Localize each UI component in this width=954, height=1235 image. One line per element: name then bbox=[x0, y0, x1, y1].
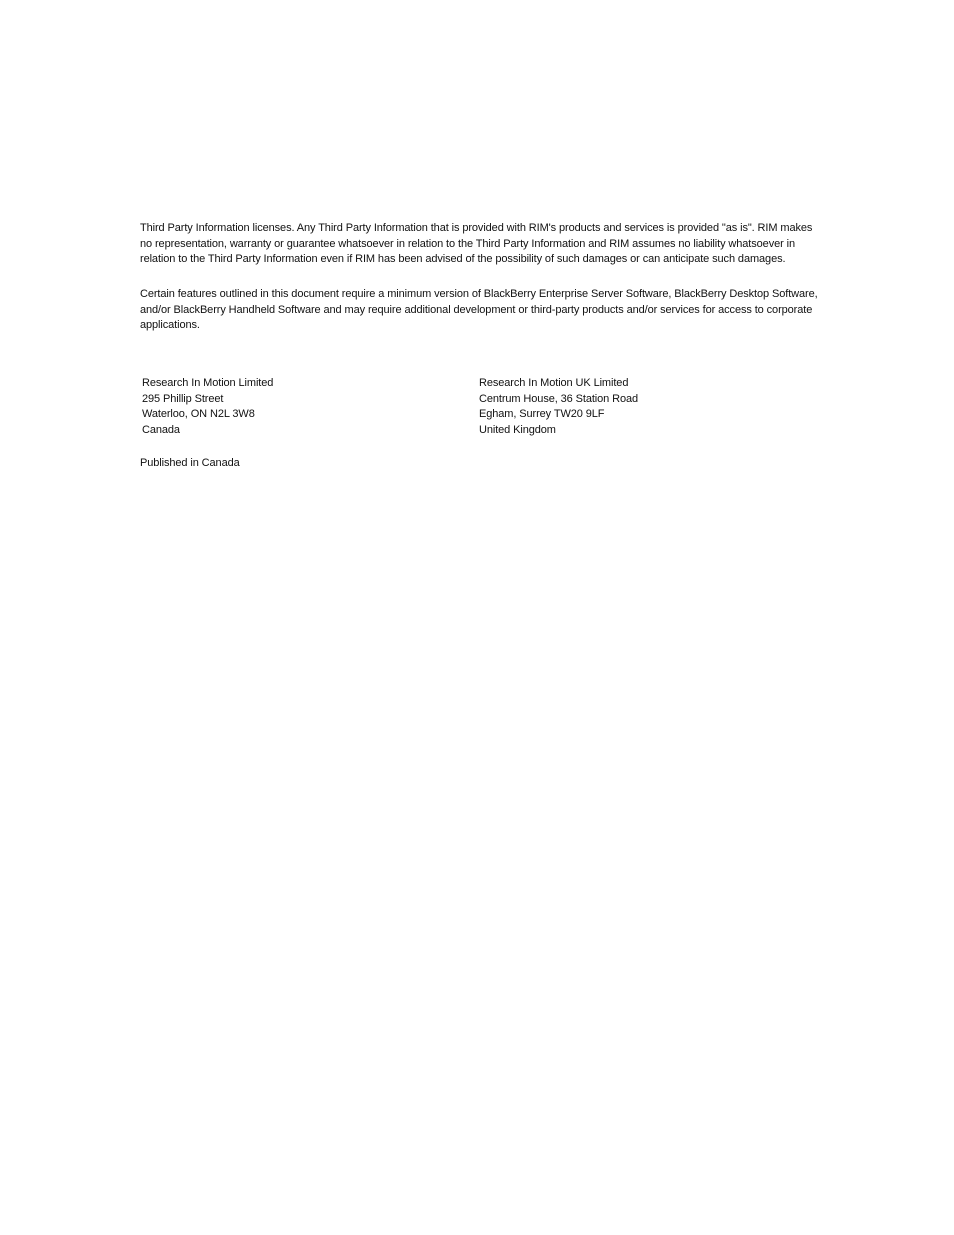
address-street: 295 Phillip Street bbox=[142, 392, 224, 405]
address-canada bbox=[142, 376, 273, 438]
paragraph-line: Certain features outlined in this document require a minimum version of BlackBerry Enterprise Server Software, BlackBerry Desktop Software, bbox=[140, 288, 818, 300]
feature-requirements-paragraph bbox=[140, 287, 820, 334]
paragraph-line: no representation, warranty or guarantee whatsoever in relation to the Third Party Information and RIM assumes no liability whatsoever in bbox=[140, 237, 795, 250]
address-city: Waterloo, ON N2L 3W8 bbox=[142, 408, 255, 420]
address-company: Research In Motion UK Limited bbox=[479, 377, 629, 389]
published-statement: Published in Canada bbox=[140, 457, 240, 469]
address-uk bbox=[479, 376, 638, 438]
paragraph-line: applications. bbox=[140, 319, 200, 331]
paragraph-line: relation to the Third Party Information even if RIM has been advised of the possibility of such damages or can anticipate such damages. bbox=[140, 253, 786, 265]
address-country: United Kingdom bbox=[479, 423, 556, 436]
address-street: Centrum House, 36 Station Road bbox=[479, 392, 639, 405]
address-country: Canada bbox=[142, 423, 180, 436]
third-party-licenses-paragraph bbox=[140, 221, 820, 268]
address-company: Research In Motion Limited bbox=[142, 377, 274, 389]
paragraph-line: Third Party Information licenses. Any Third Party Information that is provided with RIM's products and services is provided "as is". RIM makes bbox=[140, 222, 813, 234]
paragraph-line: and/or BlackBerry Handheld Software and may require additional development or third-party products and/or services for access to corporate bbox=[140, 303, 813, 316]
address-city: Egham, Surrey TW20 9LF bbox=[479, 408, 605, 420]
